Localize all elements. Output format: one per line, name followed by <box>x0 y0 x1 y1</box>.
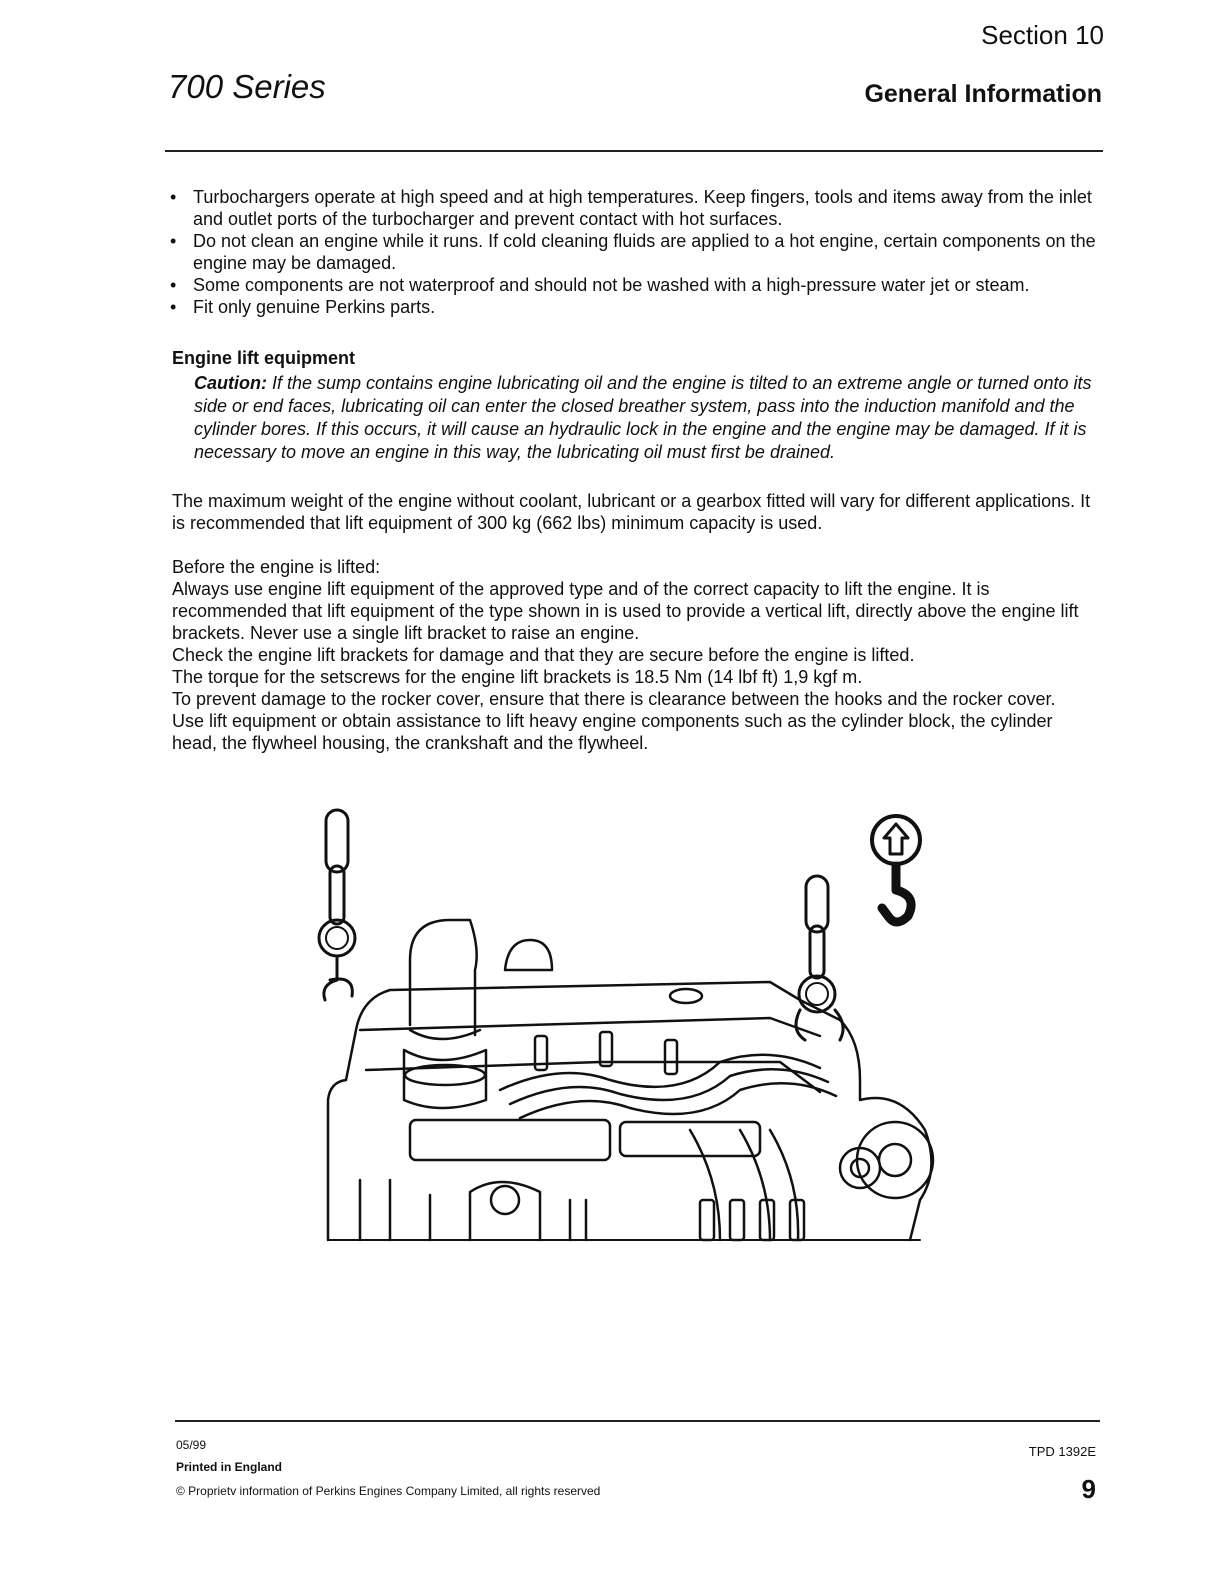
series-title: 700 Series <box>168 68 326 105</box>
bullet-item: • Turbochargers operate at high speed and at high temperatures. Keep fingers, tools and items away from the inlet and outlet ports of the turbocharger and prevent contact with hot surfaces. <box>170 186 1110 230</box>
lifting-instructions <box>172 556 1102 754</box>
footer-copyright: © Proprietv information of Perkins Engines Company Limited, all rights reserved <box>176 1484 601 1498</box>
bullet-item: • Fit only genuine Perkins parts. <box>170 296 1110 318</box>
instruction-line: Before the engine is lifted: <box>172 557 381 577</box>
footer-divider <box>175 1420 1100 1422</box>
left-lift-chain <box>319 810 355 1000</box>
section-label: Section 10 <box>981 20 1104 50</box>
bullet-item: • Some components are not waterproof and should not be washed with a high-pressure water jet or steam. <box>170 274 1110 296</box>
header-divider <box>165 150 1103 152</box>
safety-bullet-list <box>170 186 1110 318</box>
page-number: 9 <box>1081 1474 1096 1504</box>
caution-note <box>194 372 1099 464</box>
hoist-hook-icon <box>872 816 920 922</box>
bullet-item: • Do not clean an engine while it runs. If cold cleaning fluids are applied to a hot engine, certain components on the engine may be damaged. <box>170 230 1110 274</box>
weight-paragraph: The maximum weight of the engine without coolant, lubricant or a gearbox fitted will vary for different applications. It is recommended that lift equipment of 300 kg (662 lbs) minimum capacity is used. <box>172 491 1091 533</box>
instruction-line: Use lift equipment or obtain assistance to lift heavy engine components such as the cylinder block, the cylinder head, the flywheel housing, the crankshaft and the flywheel. <box>172 711 1053 753</box>
instruction-line: Check the engine lift brackets for damage and that they are secure before the engine is lifted. <box>172 645 915 665</box>
footer-printed: Printed in England <box>176 1460 283 1474</box>
chapter-title: General Information <box>864 80 1102 108</box>
footer-date: 05/99 <box>176 1438 207 1452</box>
document-reference: TPD 1392E <box>1028 1444 1096 1459</box>
engine-block <box>328 920 933 1240</box>
instruction-line: To prevent damage to the rocker cover, ensure that there is clearance between the hooks and the rocker cover. <box>172 689 1056 709</box>
engine-lift-illustration <box>300 800 960 1250</box>
section-heading: Engine lift equipment <box>172 348 355 368</box>
caution-label: Caution: <box>194 373 267 393</box>
instruction-line: The torque for the setscrews for the engine lift brackets is 18.5 Nm (14 lbf ft) 1,9 kgf m. <box>172 667 863 687</box>
right-lift-chain <box>796 876 843 1040</box>
caution-text: If the sump contains engine lubricating oil and the engine is tilted to an extreme angle or turned onto its side or end faces, lubricating oil can enter the closed breather system, pass into the induction manifold and the cylinder bores. If this occurs, it will cause an hydraulic lock in the engine and the engine may be damaged. If it is necessary to move an engine in this way, the lubricating oil must first be drained. <box>194 373 1092 462</box>
instruction-line: Always use engine lift equipment of the approved type and of the correct capacity to lift the engine. It is recommended that lift equipment of the type shown in is used to provide a vertical lift, directly above the engine lift brackets. Never use a single lift bracket to raise an engine. <box>172 579 1079 643</box>
